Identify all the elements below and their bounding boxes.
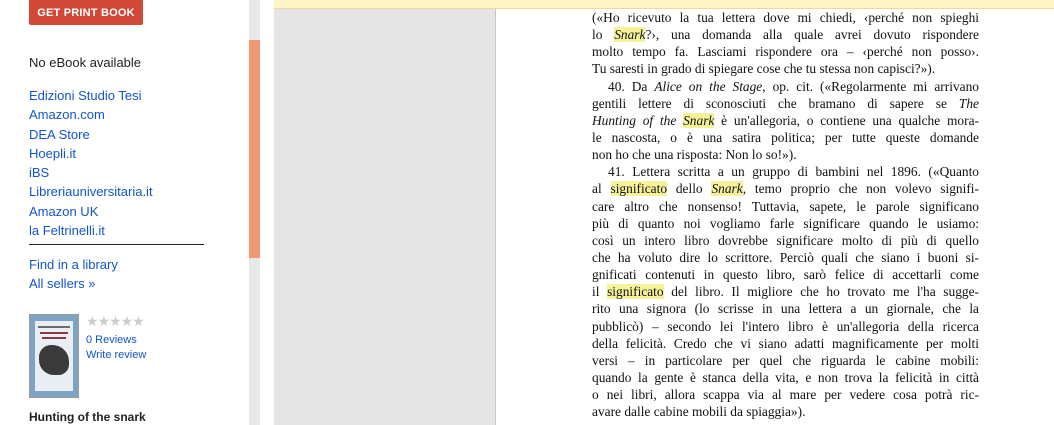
text-run: del libro. Il migliore che ho trovato me l'ha sugge-	[663, 284, 979, 300]
text-run: avare dalle cabine mobili da spiaggia»).	[592, 404, 806, 420]
find-in-library-link[interactable]: Find in a library	[29, 257, 118, 272]
book-sidebar	[0, 0, 260, 425]
text-run: le nascosta, o è una satira politica; per tutte queste domande	[592, 129, 979, 145]
page-line	[592, 352, 979, 369]
more-links	[29, 255, 118, 294]
page-line	[592, 180, 979, 197]
no-ebook-label: No eBook available	[29, 55, 142, 70]
text-run: versi – in particolare per quel che riguarda le cabine mobili:	[592, 352, 979, 368]
store-link-ibs[interactable]: iBS	[29, 165, 50, 181]
book-title: Hunting of the snark	[29, 410, 146, 424]
text-run: è un'allegoria, o contiene una qualche mora-	[714, 112, 979, 128]
book-page	[495, 9, 1054, 425]
text-run: o nei libri, allora scappa via al mare per vedere cosa potrà ric-	[592, 387, 979, 403]
text-run: così un intero libro dovrebbe significare molto di più di quello	[592, 232, 979, 248]
text-run: gentili lettere di sconosciuti che bramano di sapere se	[592, 95, 959, 111]
text-run: The	[958, 95, 979, 111]
page-line	[592, 249, 979, 266]
notice-bar	[274, 0, 1054, 9]
text-run: molto tempo fa. Lasciami rispondere ora – ‹perché non posso›.	[592, 44, 979, 60]
search-highlight: Snark	[711, 181, 743, 197]
text-run: al	[592, 181, 611, 197]
page-line	[592, 112, 979, 129]
search-highlight: Snark	[614, 27, 646, 43]
store-link-la-feltrinelli[interactable]: la Feltrinelli.it	[29, 223, 105, 239]
page-line	[592, 198, 979, 215]
all-sellers-link[interactable]: All sellers »	[29, 276, 96, 292]
page-line	[592, 403, 979, 420]
text-run: Alice on the Stage	[654, 78, 763, 94]
store-link-amazon-uk[interactable]: Amazon UK	[29, 203, 99, 219]
reviews-block	[86, 333, 146, 363]
page-line	[592, 95, 979, 112]
page-line	[592, 215, 979, 232]
text-run: care altro che nonsenso! Tuttavia, sapete, le parole significano	[592, 198, 979, 214]
page-line	[592, 386, 979, 403]
text-run: Tu saresti in grado di spiegare cose che tu stessa non capisci?»).	[592, 61, 936, 77]
cover-author-line	[38, 326, 70, 328]
search-highlight: significato	[610, 181, 668, 197]
page-line	[592, 26, 979, 43]
text-run: , temo proprio che non volevo signifi-	[742, 181, 979, 197]
page-line	[592, 163, 979, 180]
page-line	[592, 129, 979, 146]
gutter	[260, 0, 274, 425]
page-line	[592, 9, 979, 26]
store-link-dea-store[interactable]: DEA Store	[29, 126, 90, 142]
text-run: della felicità. Credo che vi siano adatti magnificamente per molti	[592, 335, 979, 351]
page-line	[592, 78, 979, 95]
page-line	[592, 369, 979, 386]
store-links	[29, 86, 153, 240]
page-line	[592, 318, 979, 335]
sidebar-scrollbar[interactable]	[249, 0, 260, 425]
page-line	[592, 232, 979, 249]
page-text	[592, 9, 979, 420]
search-highlight: significato	[607, 284, 664, 300]
text-run: rito una signora (lo scrisse in una lettera a un giornale, che la	[592, 301, 979, 317]
text-run: quando la gente è stanca della vita, e non trova la felicità in città	[592, 369, 979, 385]
text-run: ?›, una domanda alla quale avrei dovuto rispondere	[645, 27, 980, 43]
text-run: («Ho ricevuto la tua lettera dove mi chiedi, ‹perché non spieghi	[592, 10, 979, 25]
text-run: lo	[592, 27, 615, 43]
get-print-book-button[interactable]: GET PRINT BOOK	[29, 0, 143, 25]
text-run: pubblicò) – secondo lei l'intero libro è un'allegoria della ricerca	[592, 318, 979, 334]
store-link-edizioni-studio-tesi[interactable]: Edizioni Studio Tesi	[29, 88, 142, 103]
write-review-link[interactable]: Write review	[86, 349, 147, 361]
page-line	[592, 266, 979, 283]
text-run: che ha voluto dire lo scrittore. Perciò quali che siano i buoni si-	[592, 249, 979, 265]
page-line	[592, 300, 979, 317]
text-run: , op. cit. («Regolarmente mi arrivano	[762, 78, 979, 94]
reviews-count-link[interactable]: 0 Reviews	[86, 334, 137, 346]
cover-subtitle-line	[42, 337, 66, 339]
page-line	[592, 335, 979, 352]
book-cover-thumbnail[interactable]	[29, 314, 79, 398]
text-run: gnificati contenuti in questo libro, sarò felice di accettarli come	[592, 267, 979, 283]
cover-illustration	[39, 345, 69, 375]
text-run: dello	[667, 181, 712, 197]
cover-title-line	[40, 332, 68, 334]
page-line	[592, 43, 979, 60]
store-link-hoepli[interactable]: Hoepli.it	[29, 145, 76, 161]
scrollbar-thumb[interactable]	[249, 40, 260, 258]
divider	[29, 244, 204, 245]
rating-stars: ★★★★★	[86, 313, 144, 329]
text-run: 41. Lettera scritta a un gruppo di bambini nel 1896. («Quanto	[608, 164, 979, 180]
page-line	[592, 60, 979, 77]
book-viewer[interactable]	[274, 0, 1054, 425]
store-link-libreriauniversitaria[interactable]: Libreriauniversitaria.it	[29, 184, 153, 200]
page-line	[592, 146, 979, 163]
text-run: più di quanto noi vogliamo farle significare quando le usiamo:	[592, 215, 979, 231]
text-run: 40. Da	[608, 78, 655, 94]
text-run: Hunting of the	[592, 112, 684, 128]
text-run: non ho che una risposta: Non lo so!»).	[592, 147, 797, 163]
store-link-amazon-com[interactable]: Amazon.com	[29, 107, 105, 123]
text-run: il	[592, 284, 608, 300]
page-line	[592, 283, 979, 300]
search-highlight: Snark	[683, 112, 715, 128]
